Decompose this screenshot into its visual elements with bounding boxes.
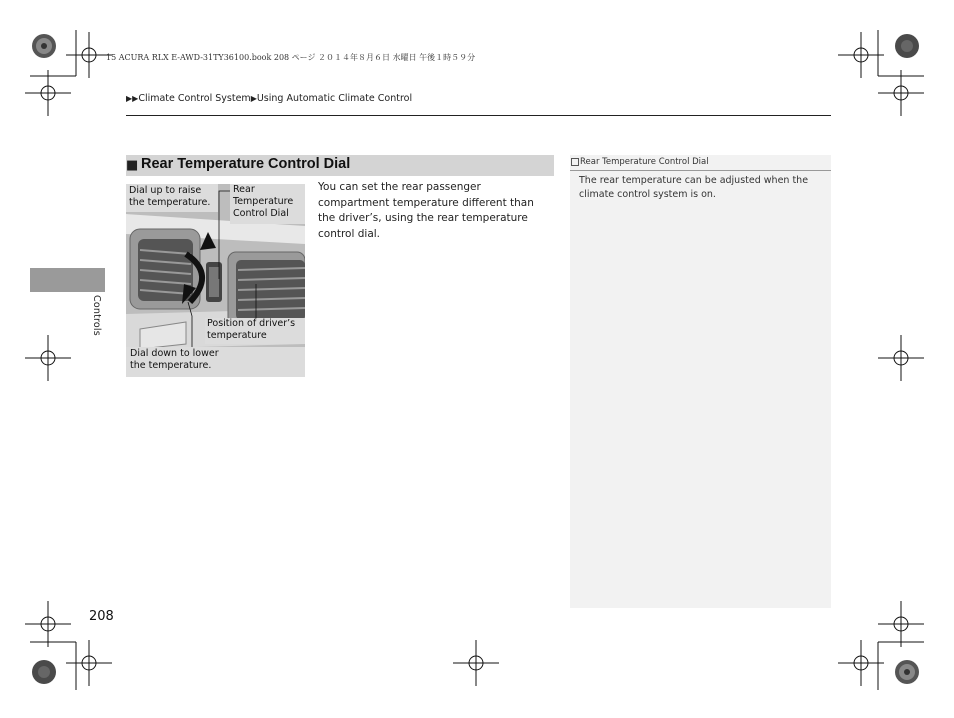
reference-icon bbox=[571, 158, 579, 166]
chapter-label: Controls bbox=[91, 295, 102, 336]
breadcrumb-section: Climate Control System bbox=[138, 93, 251, 104]
callout-rear-dial-line-1: Rear bbox=[233, 184, 255, 195]
breadcrumb-separator: ▶ bbox=[250, 94, 257, 103]
breadcrumb-arrows: ▶▶ bbox=[126, 94, 139, 103]
callout-dial-up bbox=[126, 184, 218, 212]
callout-driver-position-line-1: Position of driver’s bbox=[207, 318, 296, 329]
breadcrumb-subsection: Using Automatic Climate Control bbox=[256, 93, 413, 104]
callout-driver-position-line-2: temperature bbox=[207, 330, 267, 341]
callout-dial-down-line-2: the temperature. bbox=[130, 360, 212, 371]
breadcrumb bbox=[126, 93, 412, 104]
section-heading bbox=[126, 155, 554, 176]
callout-rear-dial-line-2: Temperature bbox=[233, 196, 294, 207]
callout-dial-down bbox=[126, 347, 305, 377]
sidebar-heading-text: Rear Temperature Control Dial bbox=[580, 157, 709, 167]
file-header: 15 ACURA RLX E-AWD-31TY36100.book 208 ページ ２０１４年８月６日 水曜日 午後１時５９分 bbox=[106, 53, 476, 62]
callout-dial-up-line-2: the temperature. bbox=[129, 197, 211, 208]
section-marker: ■ bbox=[126, 158, 139, 173]
callout-rear-dial-line-3: Control Dial bbox=[233, 208, 289, 219]
sidebar-note bbox=[570, 155, 831, 608]
sidebar-heading bbox=[570, 155, 831, 171]
sidebar-text: The rear temperature can be adjusted when the climate control system is on. bbox=[579, 175, 809, 200]
callout-dial-down-line-1: Dial down to lower bbox=[130, 348, 219, 359]
callout-rear-dial bbox=[230, 184, 305, 224]
section-body: You can set the rear passenger compartment temperature different than the driver’s, using the rear temperature control dial. bbox=[318, 181, 534, 240]
callout-driver-position bbox=[205, 318, 305, 344]
section-title: Rear Temperature Control Dial bbox=[141, 156, 351, 172]
page-number: 208 bbox=[89, 609, 114, 624]
chapter-tab bbox=[30, 268, 105, 292]
header-rule bbox=[126, 115, 831, 116]
callout-dial-up-line-1: Dial up to raise bbox=[129, 185, 202, 196]
dial-illustration bbox=[126, 184, 305, 377]
